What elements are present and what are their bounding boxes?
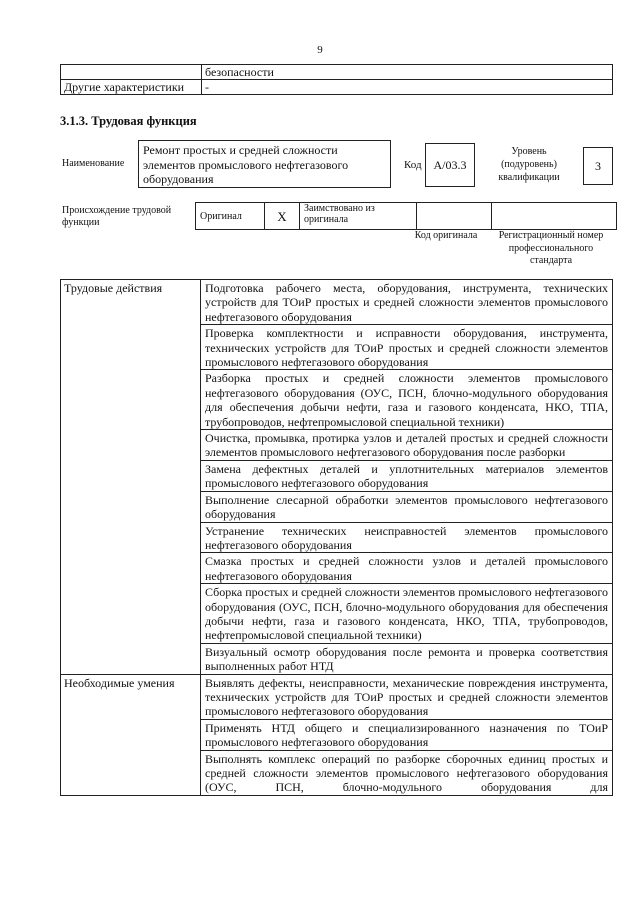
code-value-box: A/03.3 [425,143,475,187]
labor-action-item: Устранение технических неисправностей элементов промыслового нефтегазового оборудования [201,522,613,553]
skill-item: Выполнять комплекс операций по разборке сборочных единиц простых и средней сложности элементов промыслового нефтегазового оборудования (ОУС, ПСН, блочно-модульного оборудования для [201,750,613,795]
qualification-level-box: 3 [583,147,613,185]
original-label: Оригинал [196,203,265,230]
page-number: 9 [317,44,323,56]
other-characteristics-value: - [202,80,613,95]
name-label: Наименование [62,158,125,169]
labor-function-table [60,279,613,796]
labor-action-item: Разборка простых и средней сложности элементов промыслового нефтегазового оборудования (ОУС, ПСН, блочно-модульного оборудования для обеспечения добычи нефти, газа и газового конденсата, НКО, ТПА, трубопроводов, нефтепромысловой специальной техники) [201,370,613,430]
reg-number-caption: Регистрационный номер профессионального стандарта [498,230,604,266]
qualification-level-label: Уровень (подуровень) квалификации [498,146,560,183]
table-row [61,674,613,719]
original-code-caption: Код оригинала [414,230,478,241]
function-name-box: Ремонт простых и средней сложности элементов промыслового нефтегазового оборудования [138,140,391,188]
code-label: Код [404,159,422,171]
labor-action-item: Смазка простых и средней сложности узлов и деталей промыслового нефтегазового оборудования [201,553,613,584]
labor-action-item: Проверка комплектности и исправности оборудования, инструмента, технических устройств для ТОиР простых и средней сложности элементов промыслового нефтегазового оборудования [201,325,613,370]
labor-action-item: Выполнение слесарной обработки элементов промыслового нефтегазового оборудования [201,491,613,522]
labor-action-item: Замена дефектных деталей и уплотнительных материалов элементов промыслового нефтегазового оборудования [201,460,613,491]
borrowed-label: Заимствовано из оригинала [300,203,417,230]
table-row [61,280,613,325]
section-title: 3.1.3. Трудовая функция [60,114,197,128]
origin-label: Происхождение трудовой функции [62,205,172,228]
skills-header: Необходимые умения [61,674,201,795]
original-mark: X [265,203,300,230]
labor-actions-header: Трудовые действия [61,280,201,675]
labor-action-item: Визуальный осмотр оборудования после ремонта и проверка соответствия выполненных работ НТД [201,643,613,674]
labor-action-item: Очистка, промывка, протирка узлов и деталей простых и средней сложности элементов промыслового нефтегазового оборудования после разборки [201,430,613,461]
skill-item: Применять НТД общего и специализированного назначения по ТОиР промыслового нефтегазового оборудования [201,719,613,750]
table-cell: безопасности [202,65,613,80]
other-characteristics-label: Другие характеристики [61,80,202,95]
labor-action-item: Подготовка рабочего места, оборудования, инструмента, технических устройств для ТОиР простых и средней сложности элементов промыслового нефтегазового оборудования [201,280,613,325]
labor-action-item: Сборка простых и средней сложности элементов промыслового нефтегазового оборудования (ОУС, ПСН, блочно-модульного оборудования для обеспечения добычи нефти, газа и газового конденсата, НКО, ТПА, трубопроводов, нефтепромысловой специальной техники) [201,584,613,644]
skill-item: Выявлять дефекты, неисправности, механические повреждения инструмента, технических устройств для ТОиР простых и средней сложности элементов промыслового нефтегазового оборудования [201,674,613,719]
